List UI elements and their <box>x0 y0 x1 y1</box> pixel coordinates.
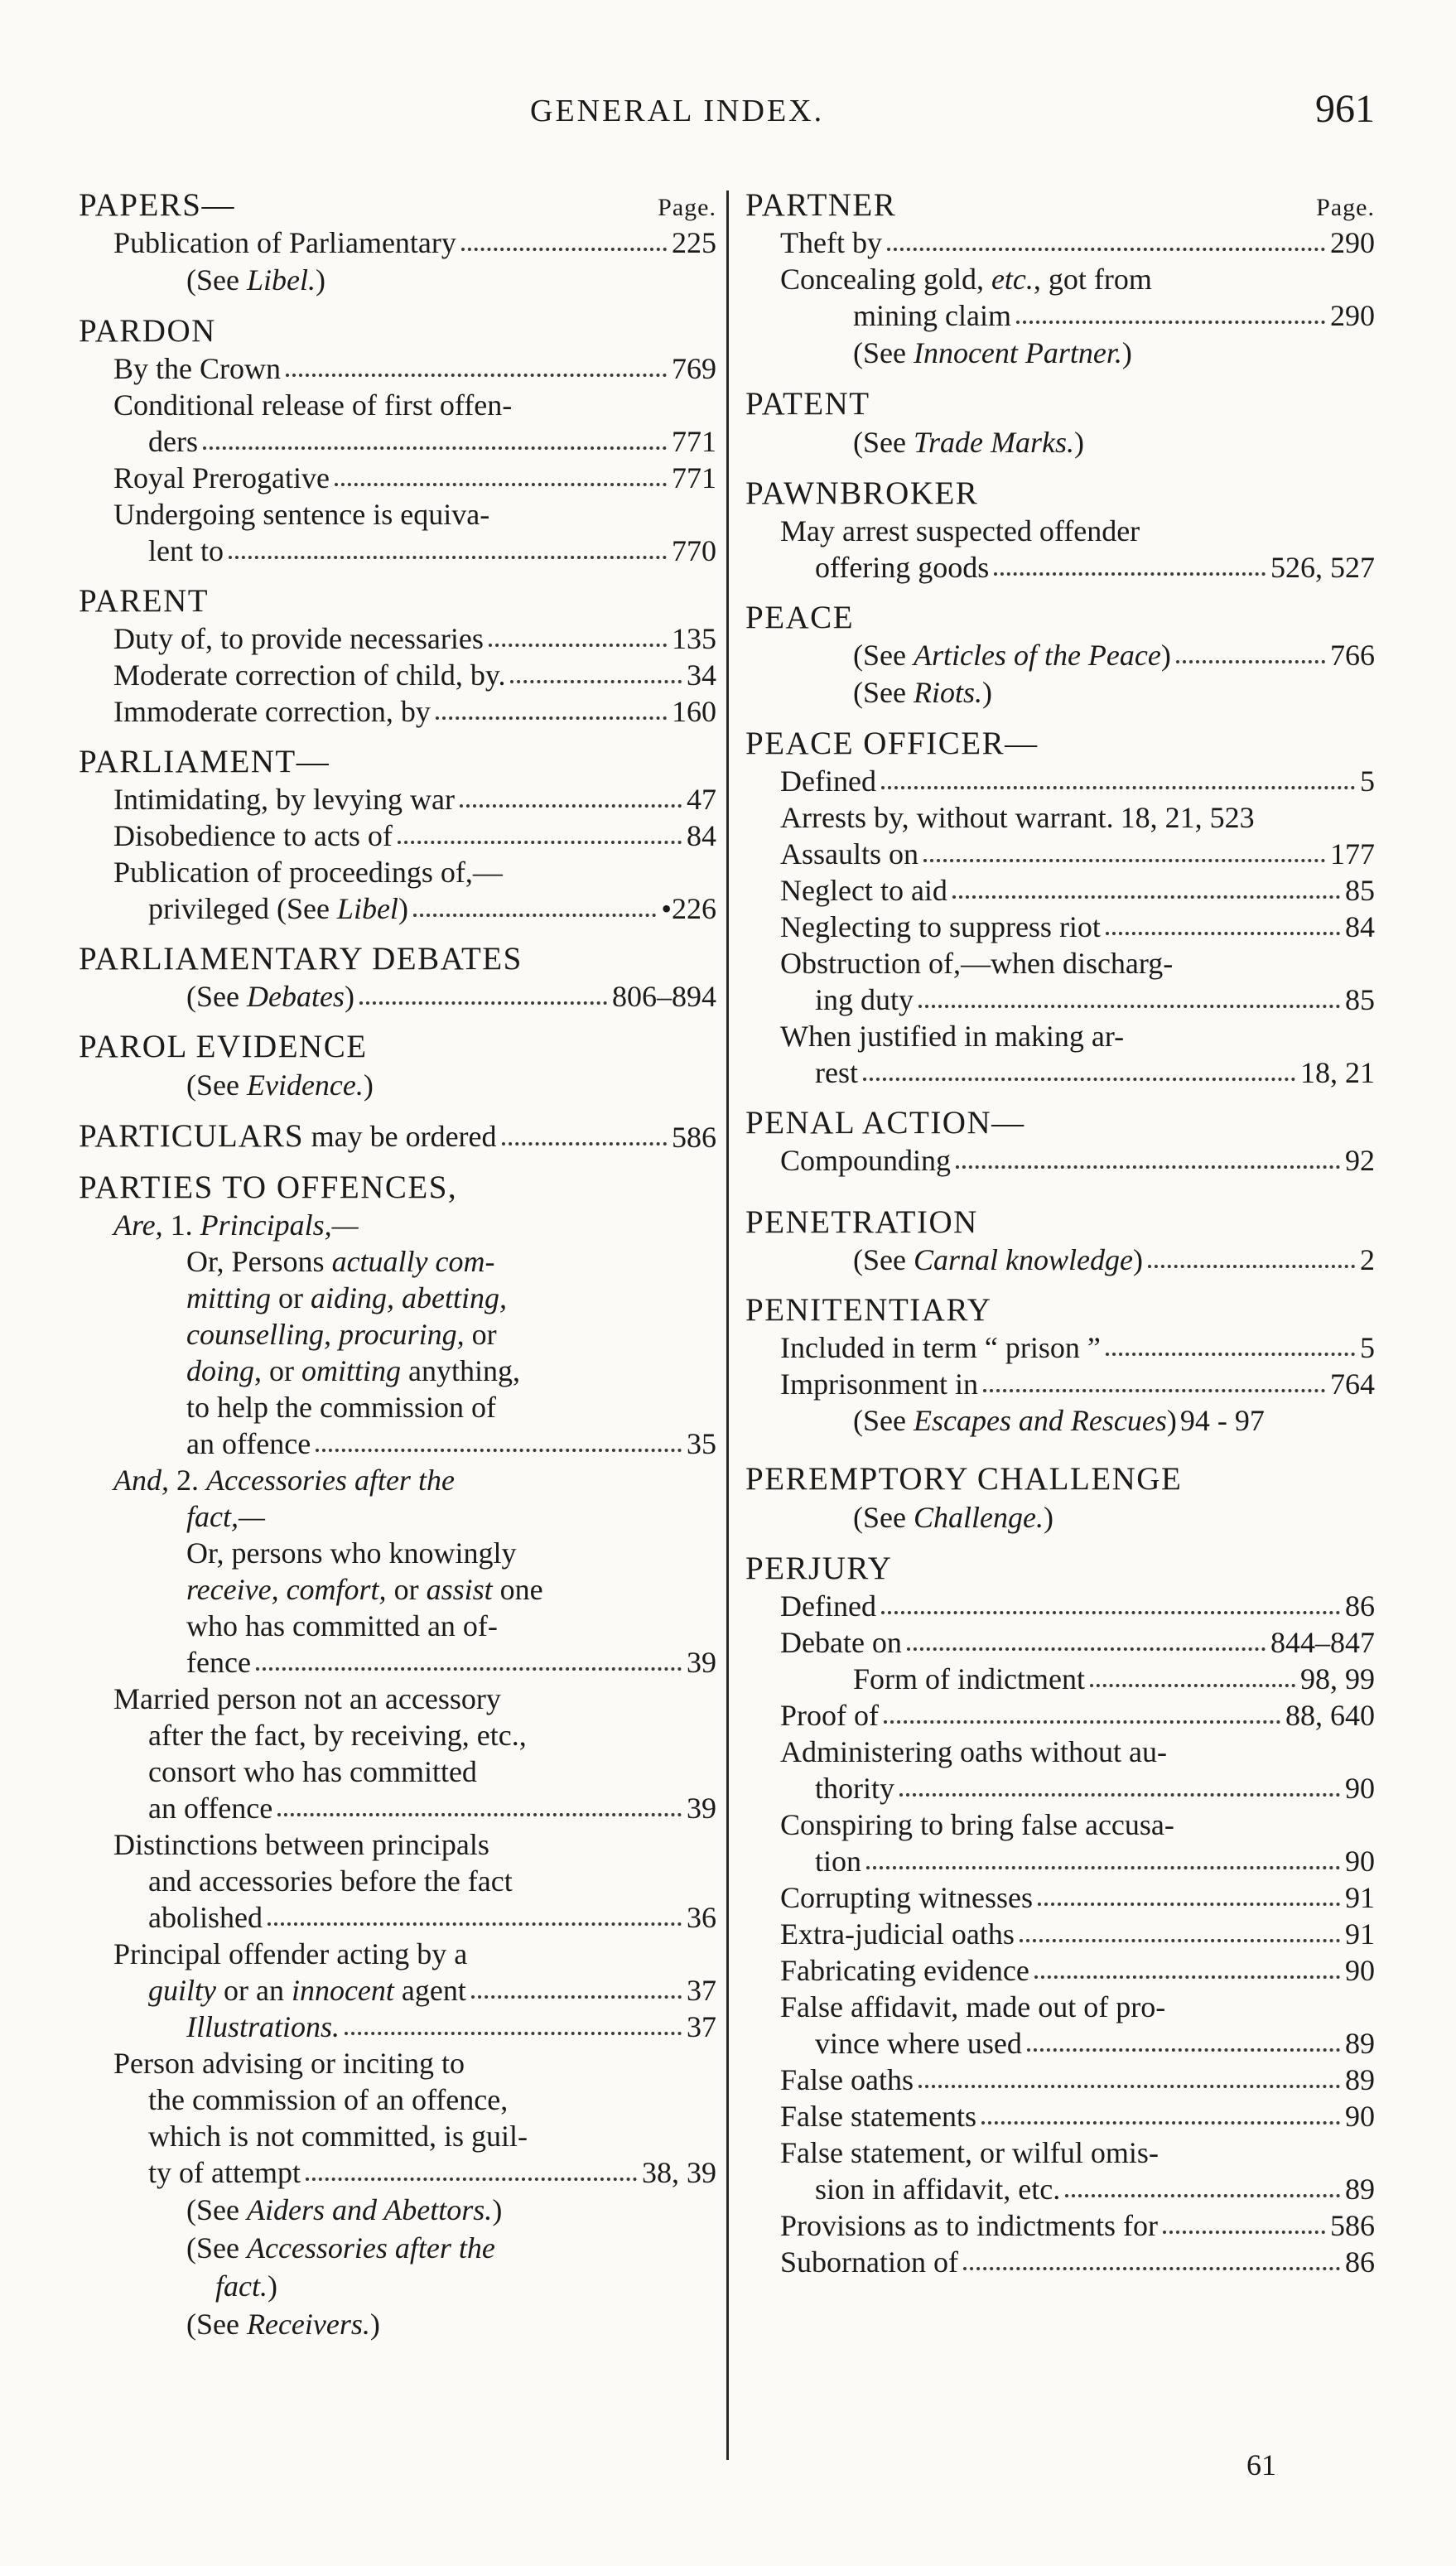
signature-mark: 61 <box>1246 2448 1276 2482</box>
index-heading: PAPERS— <box>79 187 235 223</box>
index-entry: Corrupting witnesses 91 <box>780 1881 1375 1914</box>
index-entry-line: which is not committed, is guil- <box>148 2120 528 2153</box>
index-entry: Disobedience to acts of 84 <box>113 819 716 852</box>
index-entry-line: Conditional release of first offen- <box>113 388 513 422</box>
see-reference: (See Aiders and Abettors.) <box>186 2193 503 2226</box>
index-entry-line: False affidavit, made out of pro- <box>780 1990 1166 2023</box>
index-entry: Form of indictment 98, 99 <box>853 1662 1375 1695</box>
index-heading-row <box>745 186 1375 224</box>
running-title: GENERAL INDEX. <box>530 94 825 128</box>
index-entry-line: Principal offender acting by a <box>113 1937 468 1970</box>
index-entry-line: Obstruction of,—when discharg- <box>780 947 1174 980</box>
index-entry: Illustrations. 37 <box>186 2010 716 2043</box>
index-entry-line: Married person not an accessory <box>113 1682 501 1715</box>
index-heading: PARENT <box>79 583 210 619</box>
index-entry-line: counselling, procuring, or <box>186 1318 497 1351</box>
index-entry-line: who has committed an of- <box>186 1609 498 1642</box>
page-column-label: Page. <box>658 194 716 221</box>
index-entry-line: to help the commission of <box>186 1391 496 1424</box>
index-entry-line: When justified in making ar- <box>780 1020 1125 1053</box>
index-entry: Extra-judicial oaths 91 <box>780 1917 1375 1951</box>
index-entry-line: mitting or aiding, abetting, <box>186 1281 508 1314</box>
index-heading: PENITENTIARY <box>745 1292 992 1328</box>
index-entry: guilty or an innocent agent 37 <box>148 1974 716 2007</box>
index-entry: abolished 36 <box>148 1901 716 1934</box>
index-heading: PATENT <box>745 386 870 422</box>
see-reference: (See Escapes and Rescues) 94 - 97 <box>853 1404 1265 1437</box>
index-entry: Duty of, to provide necessaries 135 <box>113 622 716 655</box>
index-entry: Intimidating, by levying war 47 <box>113 783 716 816</box>
index-entry-line: the commission of an offence, <box>148 2083 509 2116</box>
index-heading: PARDON <box>79 313 216 349</box>
index-heading: PARLIAMENT— <box>79 744 330 779</box>
index-entry: By the Crown 769 <box>113 352 716 385</box>
index-heading: PARTNER <box>745 187 897 223</box>
see-reference: (See Receivers.) <box>186 2308 380 2341</box>
see-reference: (See Debates) 806–894 <box>186 980 716 1013</box>
index-entry-line: May arrest suspected offender <box>780 514 1140 547</box>
see-reference: (See Innocent Partner.) <box>853 336 1132 369</box>
see-reference: (See Libel.) <box>186 263 325 297</box>
index-heading: PAWNBROKER <box>745 475 979 511</box>
see-reference: (See Carnal knowledge) 2 <box>853 1243 1375 1276</box>
index-entry-line: Person advising or inciting to <box>113 2047 465 2080</box>
index-entry: Fabricating evidence 90 <box>780 1954 1375 1987</box>
index-heading: PAROL EVIDENCE <box>79 1029 368 1064</box>
index-entry: sion in affidavit, etc. 89 <box>815 2173 1375 2206</box>
index-entry: Royal Prerogative 771 <box>113 461 716 494</box>
index-entry-line: after the fact, by receiving, etc., <box>148 1719 527 1752</box>
index-heading: PENAL ACTION— <box>745 1105 1025 1141</box>
index-heading: PENETRATION <box>745 1204 978 1240</box>
index-entry-line: and accessories before the fact <box>148 1864 513 1898</box>
index-entry: Defined 86 <box>780 1589 1375 1623</box>
index-entry-line: And, 2. Accessories after the <box>113 1464 455 1497</box>
page-number: 961 <box>1315 87 1375 131</box>
index-entry: an offence 35 <box>186 1427 716 1460</box>
index-entry: Theft by 290 <box>780 226 1375 259</box>
index-entry: Assaults on 177 <box>780 837 1375 871</box>
index-entry: Proof of 88, 640 <box>780 1699 1375 1732</box>
index-entry: PARTICULARS may be ordered 586 <box>79 1118 716 1154</box>
right-column <box>745 186 1375 2280</box>
index-entry: privileged (See Libel) •226 <box>148 892 716 925</box>
see-reference: (See Riots.) <box>853 676 992 709</box>
index-entry: Imprisonment in 764 <box>780 1367 1375 1401</box>
column-divider <box>726 191 729 2460</box>
see-reference: (See Accessories after the <box>186 2231 495 2265</box>
see-reference: fact.) <box>215 2269 277 2303</box>
index-entry: thority 90 <box>815 1772 1375 1805</box>
index-entry: lent to 770 <box>148 534 716 567</box>
index-entry-line: Undergoing sentence is equiva- <box>113 498 490 531</box>
index-entry: mining claim 290 <box>853 299 1375 332</box>
index-entry: Defined 5 <box>780 764 1375 798</box>
see-reference: (See Evidence.) <box>186 1068 374 1102</box>
index-entry-line: consort who has committed <box>148 1755 477 1788</box>
index-entry: Included in term “ prison ” 5 <box>780 1331 1375 1364</box>
index-entry-line: receive, comfort, or assist one <box>186 1573 543 1606</box>
index-entry: False statements 90 <box>780 2100 1375 2133</box>
index-entry-line: doing, or omitting anything, <box>186 1354 521 1387</box>
index-entry: Arrests by, without warrant. 18, 21, 523 <box>780 801 1255 834</box>
index-entry-line: Publication of proceedings of,— <box>113 856 503 889</box>
index-entry: Provisions as to indictments for 586 <box>780 2209 1375 2242</box>
index-entry-line: Or, persons who knowingly <box>186 1536 517 1570</box>
index-heading: PERJURY <box>745 1551 893 1586</box>
index-heading: PEACE <box>745 600 855 635</box>
index-entry-line: fact,— <box>186 1500 265 1533</box>
left-column <box>79 186 716 2343</box>
page-column-label: Page. <box>1316 194 1375 221</box>
index-entry: vince where used 89 <box>815 2027 1375 2060</box>
index-entry-line: Concealing gold, etc., got from <box>780 263 1152 296</box>
index-entry-line: False statement, or wilful omis- <box>780 2136 1159 2169</box>
index-entry: rest 18, 21 <box>815 1056 1375 1089</box>
index-entry-line: Distinctions between principals <box>113 1828 489 1861</box>
see-reference: (See Trade Marks.) <box>853 426 1084 459</box>
index-entry: ing duty 85 <box>815 983 1375 1016</box>
index-entry-line: Or, Persons actually com- <box>186 1245 495 1278</box>
see-reference: (See Articles of the Peace) 766 <box>853 639 1375 672</box>
index-entry: ty of attempt 38, 39 <box>148 2156 716 2189</box>
index-heading: PARLIAMENTARY DEBATES <box>79 941 523 977</box>
index-entry: tion 90 <box>815 1845 1375 1878</box>
index-entry-line: Administering oaths without au- <box>780 1735 1167 1768</box>
index-entry: an offence 39 <box>148 1792 716 1825</box>
index-entry: Immoderate correction, by 160 <box>113 695 716 728</box>
index-entry: Neglect to aid 85 <box>780 874 1375 907</box>
index-entry: False oaths 89 <box>780 2063 1375 2096</box>
index-entry: fence 39 <box>186 1646 716 1679</box>
index-heading-row <box>79 186 716 224</box>
index-entry: Neglecting to suppress riot 84 <box>780 910 1375 943</box>
index-entry-line: Conspiring to bring false accusa- <box>780 1808 1174 1841</box>
index-entry: Debate on 844–847 <box>780 1626 1375 1659</box>
index-entry: offering goods 526, 527 <box>815 551 1375 584</box>
see-reference: (See Challenge.) <box>853 1501 1053 1534</box>
index-heading: PEACE OFFICER— <box>745 726 1039 761</box>
index-heading: PEREMPTORY CHALLENGE <box>745 1461 1183 1497</box>
index-entry: Subornation of 86 <box>780 2245 1375 2279</box>
page-header <box>0 87 1456 142</box>
index-entry-line: Are, 1. Principals,— <box>113 1208 359 1242</box>
index-entry: Publication of Parliamentary 225 <box>113 226 716 259</box>
index-entry: Compounding 92 <box>780 1144 1375 1177</box>
index-heading: PARTIES TO OFFENCES, <box>79 1170 458 1205</box>
index-entry: Moderate correction of child, by. 34 <box>113 658 716 692</box>
index-entry: ders 771 <box>148 425 716 458</box>
